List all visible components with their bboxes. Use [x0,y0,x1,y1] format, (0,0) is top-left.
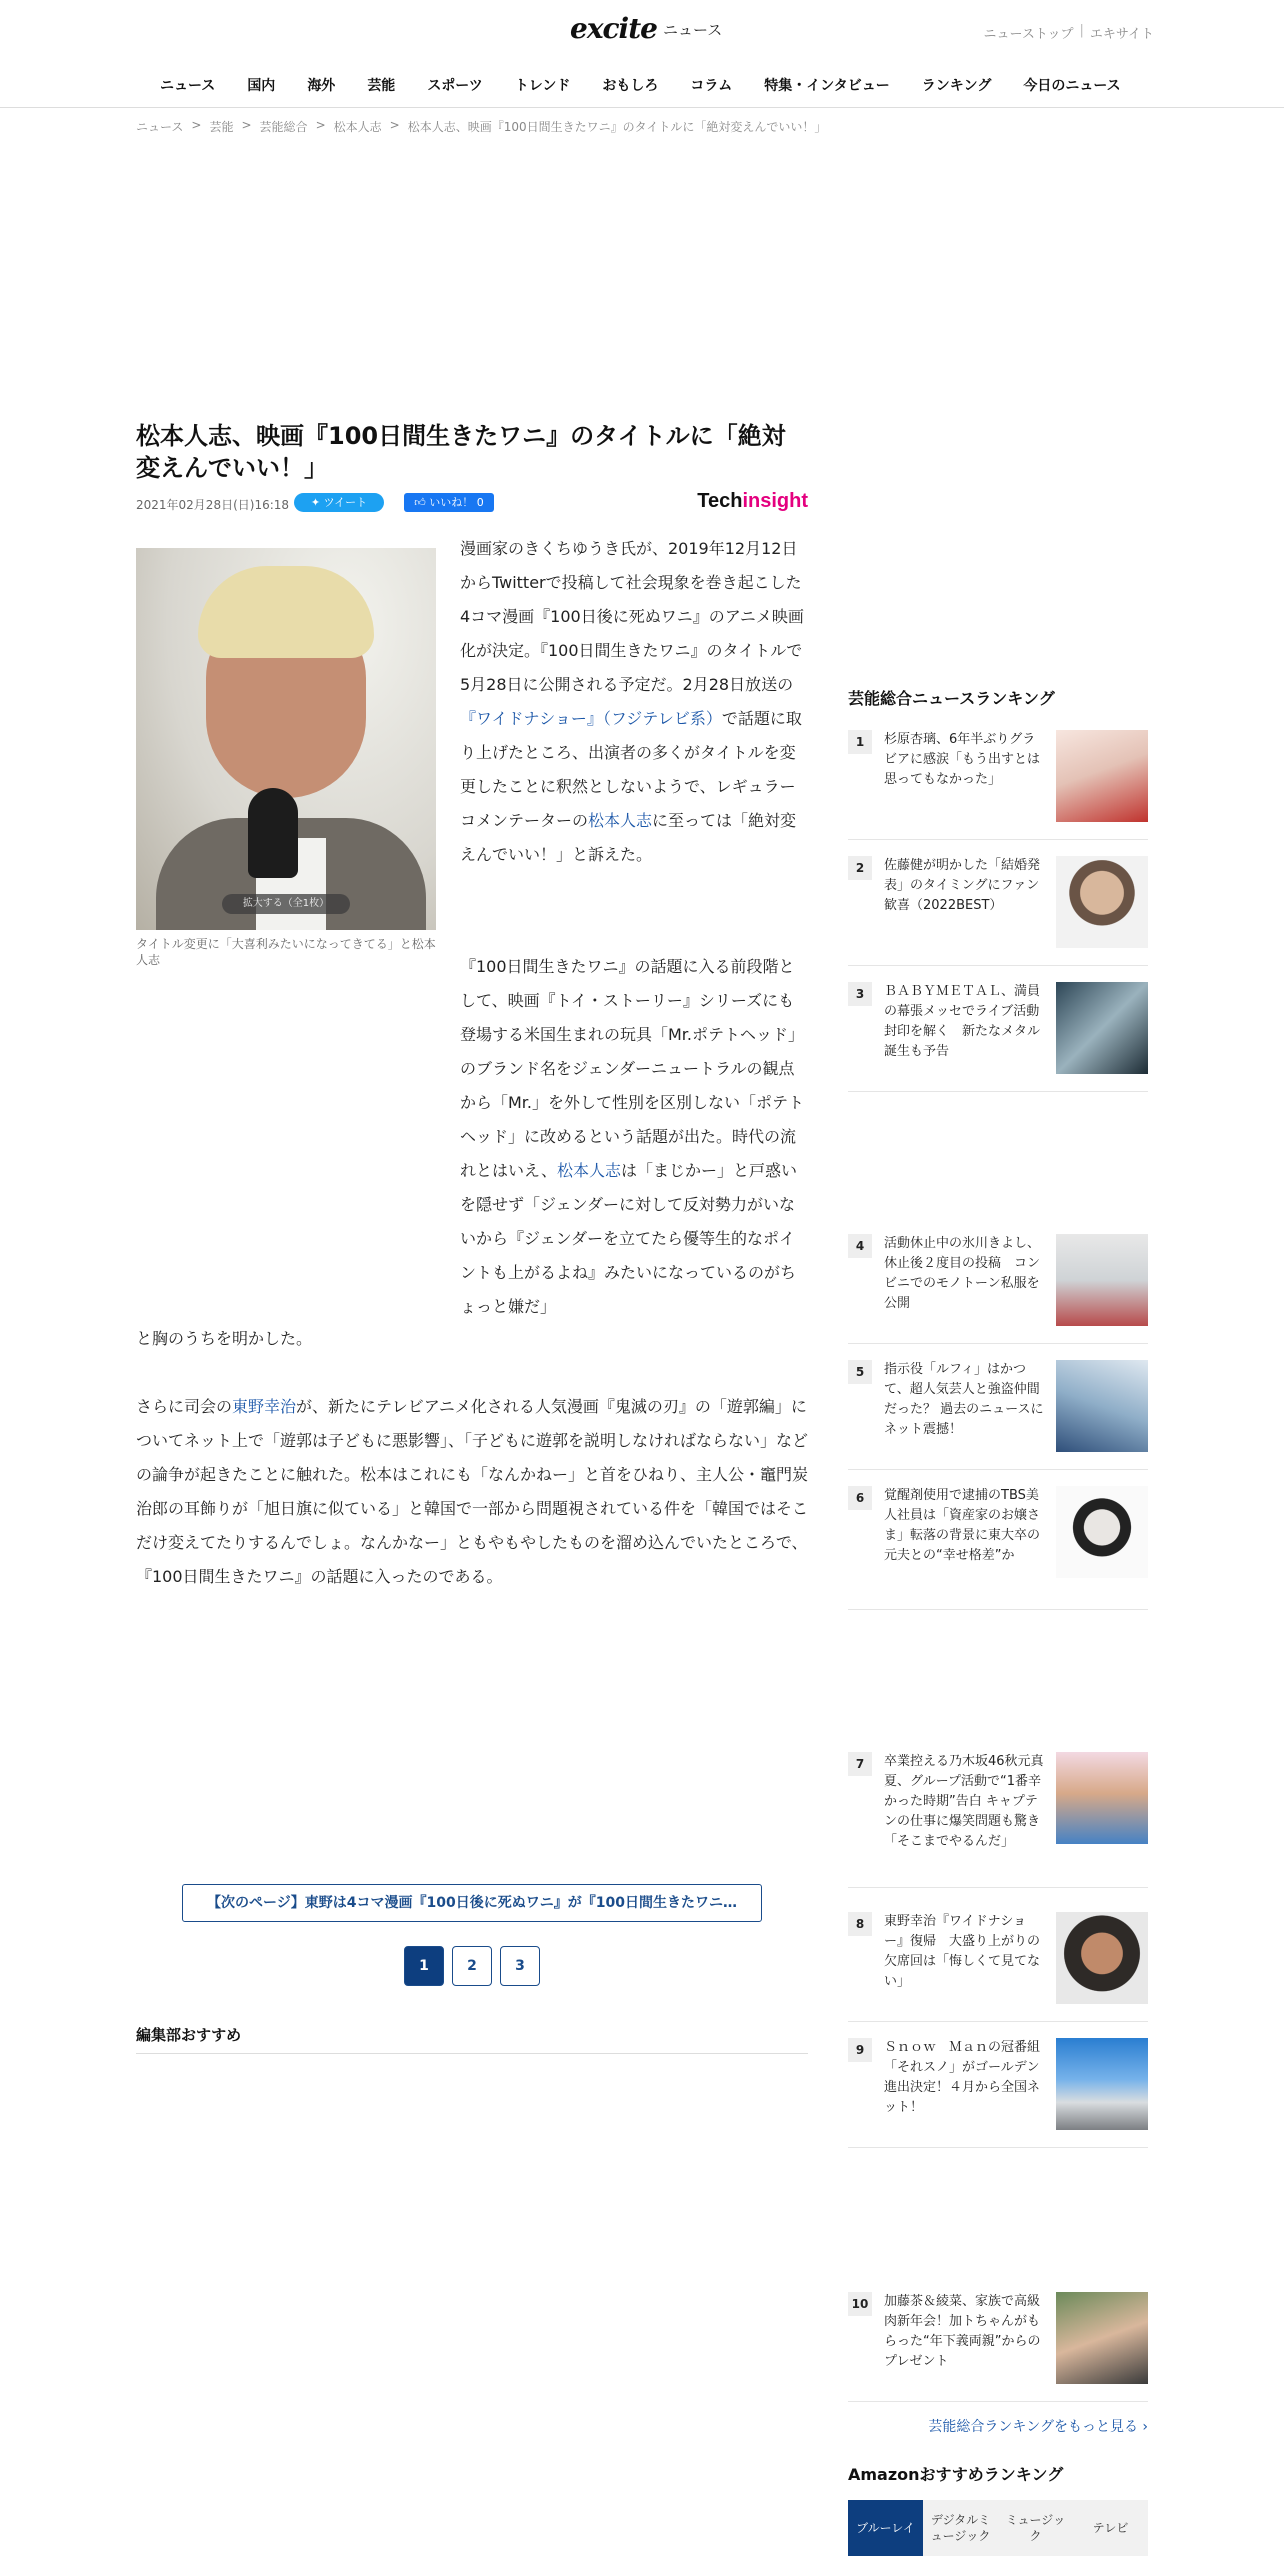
ranking-item[interactable] [848,2038,1148,2148]
nav-item-domestic[interactable]: 国内 [247,78,276,94]
ranking-item[interactable] [848,2292,1148,2402]
paragraph-2-tail: と胸のうちを明かした。 [136,1329,313,1348]
nav-list [160,75,1137,95]
amazon-tabs [848,2500,1148,2556]
nav-item-column[interactable]: コラム [690,78,733,94]
paragraph-3: さらに司会の東野幸治が、新たにテレビアニメ化される人気漫画『鬼滅の刃』の「遊郭編」についてネット上で「遊郭は子どもに悪影響」、「子どもに遊郭を説明しなければならない」などの論争が起きたことに触れた。松本はこれにも「なんかねー」と首をひねり、主人公・竈門炭治郎の耳飾りが「旭日旗に似ている」と韓国で一部から問題視されている件を「韓国ではそこだけ変えてたりするんでしょ。なんかなー」ともやもやしたものを溜め込んでいたところで、『100日間生きたワニ』の話題に入ったのである。 [136,1397,809,1586]
rank-title: 杉原杏璃、6年半ぶりグラビアに感涙「もう出すとは思ってもなかった」 [884,732,1041,787]
nav-item-today[interactable]: 今日のニュース [1023,78,1121,94]
editor-picks-heading: 編集部おすすめ [136,2024,808,2054]
rank-number: 9 [848,2038,872,2062]
rank-number: 3 [848,982,872,1006]
article-meta [136,490,808,516]
next-page-button[interactable]: 【次のページ】東野は4コマ漫画『100日後に死ぬワニ』が『100日間生きたワニ… [182,1884,762,1922]
thumbs-up-icon: 👍︎ [414,496,430,509]
nav-item-news[interactable]: ニュース [160,78,216,94]
page-1-button[interactable]: 1 [404,1946,444,1986]
page-2-button[interactable]: 2 [452,1946,492,1986]
page-3-button[interactable]: 3 [500,1946,540,1986]
article-date: 2021年02月28日(日)16:18 [136,498,290,512]
rank-thumbnail [1056,856,1148,948]
breadcrumb-sep: > [315,118,326,132]
rank-thumbnail [1056,1486,1148,1578]
tweet-button[interactable] [294,493,384,512]
tab-tv[interactable]: テレビ [1092,2521,1129,2535]
ranking-heading: 芸能総合ニュースランキング [848,689,1055,708]
nav-item-ranking[interactable]: ランキング [921,78,992,94]
rank-title: 東野幸治『ワイドナショー』復帰 大盛り上がりの欠席回は「悔しくて見てない」 [884,1914,1041,1989]
site-header [0,0,1284,62]
matsumoto-link[interactable]: 松本人志 [588,811,653,830]
photo-caption: タイトル変更に「大喜利みたいになってきてる」と松本人志 [136,937,436,967]
breadcrumb-person[interactable]: 松本人志 [333,120,382,134]
separator: | [1079,23,1084,38]
amazon-ranking-heading: Amazonおすすめランキング [848,2465,1064,2484]
rank-number: 7 [848,1752,872,1776]
paragraph-1: 漫画家のきくちゆうき氏が、2019年12月12日からTwitterで投稿して社会現象を巻き起こした4コマ漫画『100日後に死ぬワニ』のアニメ映画化が決定。『100日間生きたワニ』のタイトルで5月28日に公開される予定だ。2月28日放送の『ワイドナショー』（フジテレビ系）で話題に取り上げたところ、出演者の多くがタイトルを変更したことに釈然としないようで、レギュラーコメンテーターの松本人志に至っては「絶対変えんでいい！」と訴えた。 [460,539,804,864]
article-title: 松本人志、映画『100日間生きたワニ』のタイトルに「絶対変えんでいい！」 [136,422,786,482]
tweet-label: ツイート [323,496,368,509]
paragraph-2: 『100日間生きたワニ』の話題に入る前段階として、映画『トイ・ストーリー』シリーズにも登場する米国生まれの玩具「Mr.ポテトヘッド」のブランド名をジェンダーニュートラルの観点から「Mr.」を外して性別を区別しない「ポテトヘッド」に改めるという話題が出た。時代の流れとはいえ、松本人志は「まじかー」と戸惑いを隠せず「ジェンダーに対して反対勢力がいないから『ジェンダーを立てたら優等生的なポイントも上がるよね』みたいになっているのがちょっと嫌だ」 [460,957,805,1316]
breadcrumb-current: 松本人志、映画『100日間生きたワニ』のタイトルに「絶対変えんでいい！」 [407,120,827,134]
rank-number: 4 [848,1234,872,1258]
rank-thumbnail [1056,982,1148,1074]
tab-digital-music[interactable]: デジタルミュージック [930,2513,991,2543]
rank-thumbnail [1056,1912,1148,2004]
rank-thumbnail [1056,730,1148,822]
article [136,420,809,1586]
main-nav [0,62,1284,108]
breadcrumb-sep: > [389,118,400,132]
rank-title: ＢＡＢＹＭＥＴＡＬ、満員の幕張メッセでライブ活動封印を解く 新たなメタル誕生も予告 [884,984,1041,1059]
nav-item-feature[interactable]: 特集・インタビュー [764,78,890,94]
nav-item-funny[interactable]: おもしろ [602,78,659,94]
ranking-item[interactable] [848,1486,1148,1610]
nav-item-world[interactable]: 海外 [307,78,336,94]
rank-thumbnail [1056,1752,1148,1844]
twitter-bird-icon: ✦ [310,496,324,509]
breadcrumb-general[interactable]: 芸能総合 [259,120,308,134]
rank-number: 10 [848,2292,872,2316]
rank-title: 卒業控える乃木坂46秋元真夏、グループ活動で“1番辛かった時期”告白 キャプテンの仕事に爆笑問題も驚き「そこまでやるんだ」 [884,1754,1044,1849]
ranking-item[interactable] [848,1912,1148,2022]
rank-number: 8 [848,1912,872,1936]
ranking-item[interactable] [848,1360,1148,1470]
higashino-link[interactable]: 東野幸治 [232,1397,297,1416]
ranking-item[interactable] [848,856,1148,966]
enlarge-button[interactable]: 拡大する（全1枚） [222,894,350,914]
rank-number: 5 [848,1360,872,1384]
logo-mark: excite [570,12,657,45]
pagination [404,1946,540,1986]
like-button[interactable] [404,493,494,512]
ranking-item[interactable] [848,1752,1148,1888]
ranking-more-link[interactable]: 芸能総合ランキングをもっと見る › [928,2419,1148,2435]
rank-title: 覚醒剤使用で逮捕のTBS美人社員は「資産家のお嬢さま」転落の背景に東大卒の元夫との“幸せ格差”か [884,1488,1041,1563]
matsumoto-link-2[interactable]: 松本人志 [556,1161,621,1180]
excite-link[interactable]: エキサイト [1089,27,1154,42]
tab-music[interactable]: ミュージック [1005,2513,1066,2543]
site-logo[interactable] [570,12,722,45]
like-label: いいね！ 0 [429,496,484,509]
rank-thumbnail [1056,1234,1148,1326]
nav-item-sports[interactable]: スポーツ [427,78,483,94]
techinsight-logo[interactable]: Techinsight [697,490,808,512]
top-links [984,23,1154,42]
logo-sub: ニュース [662,21,723,39]
rank-title: Ｓｎｏｗ Ｍａｎの冠番組「それスノ」がゴールデン進出決定！４月から全国ネット！ [884,2040,1041,2115]
rank-title: 指示役「ルフィ」はかつて、超人気芸人と強盗仲間だった？ 過去のニュースにネット震撼！ [884,1362,1044,1437]
rank-title: 加藤茶＆綾菜、家族で高級肉新年会！加トちゃんがもらった“年下義両親”からのプレゼント [884,2294,1041,2369]
ranking-item[interactable] [848,1234,1148,1344]
nav-item-trend[interactable]: トレンド [514,78,571,94]
breadcrumb-news[interactable]: ニュース [136,120,184,134]
breadcrumb-entertainment[interactable]: 芸能 [209,120,234,134]
breadcrumb-sep: > [191,118,202,132]
rank-number: 6 [848,1486,872,1510]
ranking-item[interactable] [848,730,1148,840]
rank-thumbnail [1056,2292,1148,2384]
widenashow-link[interactable]: 『ワイドナショー』（フジテレビ系） [460,709,722,728]
breadcrumb [136,118,826,135]
nav-item-entertainment[interactable]: 芸能 [367,78,396,94]
rank-title: 佐藤健が明かした「結婚発表」のタイミングにファン歓喜（2022BEST） [884,858,1041,913]
rank-title: 活動休止中の氷川きよし、休止後２度目の投稿 コンビニでのモノトーン私服を公開 [884,1236,1041,1311]
rank-thumbnail [1056,1360,1148,1452]
news-top-link[interactable]: ニューストップ [983,27,1074,42]
rank-number: 1 [848,730,872,754]
rank-thumbnail [1056,2038,1148,2130]
ranking-item[interactable] [848,982,1148,1092]
rank-number: 2 [848,856,872,880]
breadcrumb-sep: > [241,118,252,132]
tab-bluray[interactable]: ブルーレイ [848,2500,923,2556]
